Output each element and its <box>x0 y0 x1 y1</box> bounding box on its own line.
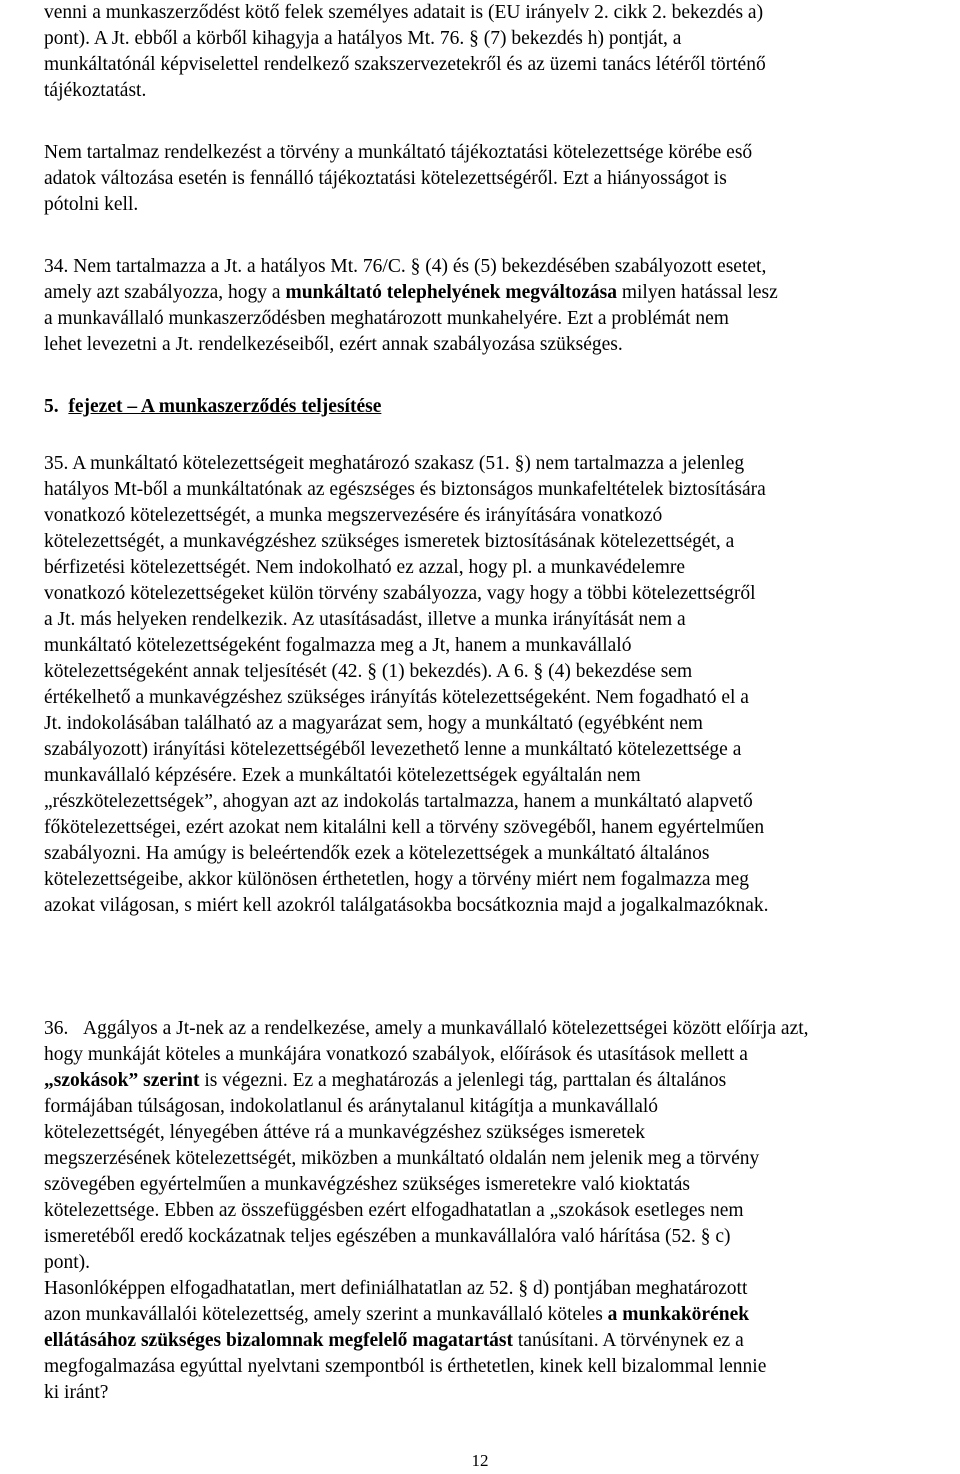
text-line: Hasonlóképpen elfogadhatatlan, mert definiálhatatlan az 52. § d) pontjában meghatározott <box>44 1278 748 1299</box>
text-line: adatok változása esetén is fennálló tájékoztatási kötelezettségéről. Ezt a hiányosságot is <box>44 168 727 189</box>
item-number: 34. <box>44 256 69 277</box>
item-36 <box>44 1016 960 1406</box>
text-span: tanúsítani. A törvénynek ez a <box>513 1330 744 1351</box>
text-line: kötelezettségét, a munkavégzéshez szükséges ismeretek biztosításának kötelezettségét, a <box>44 531 735 552</box>
text-line: kötelezettségeibe, akkor különösen érthetetlen, hogy a törvény miért nem fogalmazza meg <box>44 869 749 890</box>
text-line: „részkötelezettségek”, ahogyan azt az indokolás tartalmazza, hanem a munkáltató alapvető <box>44 791 753 812</box>
text-line: ismeretéből eredő kockázatnak teljes egészében a munkavállalóra való hárítása (52. § c) <box>44 1226 731 1247</box>
text-line: megfogalmazása egyúttal nyelvtani szempontból is érthetetlen, kinek kell bizalommal lennie <box>44 1356 767 1377</box>
text-line: azokat világosan, s miért kell azokról találgatásokba bocsátkoznia majd a jogalkalmazóknak. <box>44 895 769 916</box>
text-line: munkáltatónál képviselettel rendelkező szakszervezetekről és az üzemi tanács létéről történő <box>44 54 766 75</box>
chapter-heading <box>44 394 960 420</box>
chapter-title: fejezet – A munkaszerződés teljesítése <box>68 396 382 417</box>
text-line: hatályos Mt-ből a munkáltatónak az egészséges és biztonságos munkafeltételek biztosítására <box>44 479 766 500</box>
text-line <box>44 1302 960 1328</box>
missing-provision-paragraph <box>44 140 960 218</box>
text-line: kötelezettsége. Ebben az összefüggésben ezért elfogadhatatlan a „szokások esetleges nem <box>44 1200 744 1221</box>
text-span: azon munkavállalói kötelezettség, amely szerint a munkavállaló köteles <box>44 1304 608 1325</box>
intro-paragraph <box>44 0 960 104</box>
text-line: a Jt. más helyeken rendelkezik. Az utasításadást, illetve a munka irányítását nem a <box>44 609 686 630</box>
text-line: szabályozni. Ha amúgy is beleértendők ezek a kötelezettségek a munkáltató általános <box>44 843 710 864</box>
text-line: szövegében egyértelműen a munkavégzéshez szükséges ismeretekre való kioktatás <box>44 1174 690 1195</box>
text-line: a munkavállaló munkaszerződésben meghatározott munkahelyére. Ezt a problémát nem <box>44 308 729 329</box>
text-line: tájékoztatást. <box>44 80 147 101</box>
page-number: 12 <box>471 1451 489 1470</box>
text-span: is végezni. Ez a meghatározás a jelenlegi tág, parttalan és általános <box>199 1070 727 1091</box>
text-line: pont). <box>44 1252 91 1273</box>
emphasis: ellátásához szükséges bizalomnak megfelelő magatartást <box>44 1330 514 1351</box>
text-line: formájában túlságosan, indokolatlanul és aránytalanul kitágítja a munkavállaló <box>44 1096 659 1117</box>
emphasis: munkáltató telephelyének megváltozása <box>285 282 617 303</box>
text-line: értékelhető a munkavégzéshez szükséges irányítás kötelezettségeként. Nem fogadható el a <box>44 687 749 708</box>
item-text: Nem tartalmazza a Jt. a hatályos Mt. 76/C. § (4) és (5) bekezdésében szabályozott esetet, <box>73 256 767 277</box>
text-line: lehet levezetni a Jt. rendelkezéseiből, ezért annak szabályozása szükséges. <box>44 334 623 355</box>
text-line: megszerzésének kötelezettségét, miközben a munkáltató oldalán nem jelenik meg a törvény <box>44 1148 760 1169</box>
item-text: Aggályos a Jt-nek az a rendelkezése, amely a munkavállaló kötelezettségei között előírja azt, <box>83 1018 809 1039</box>
text-line <box>44 1068 960 1094</box>
emphasis: „szokások” szerint <box>44 1070 200 1091</box>
text-line: venni a munkaszerződést kötő felek személyes adatait is (EU irányelv 2. cikk 2. bekezdés a) <box>44 2 764 23</box>
text-line: Nem tartalmaz rendelkezést a törvény a munkáltató tájékoztatási kötelezettsége körébe eső <box>44 142 753 163</box>
text-line: vonatkozó kötelezettségeket külön törvény szabályozza, vagy hogy a többi kötelezettségről <box>44 583 756 604</box>
text-line: pont). A Jt. ebből a körből kihagyja a hatályos Mt. 76. § (7) bekezdés h) pontját, a <box>44 28 682 49</box>
chapter-number: 5. <box>44 396 59 417</box>
text-line: bérfizetési kötelezettségét. Nem indokolható ez azzal, hogy pl. a munkavédelemre <box>44 557 686 578</box>
text-line: kötelezettségeként annak teljesítését (42. § (1) bekezdés). A 6. § (4) bekezdése sem <box>44 661 693 682</box>
item-text: A munkáltató kötelezettségeit meghatározó szakasz (51. §) nem tartalmazza a jelenleg <box>72 453 745 474</box>
text-line: Jt. indokolásában található az a magyarázat sem, hogy a munkáltató (egyébként nem <box>44 713 703 734</box>
text-span: milyen hatással lesz <box>616 282 778 303</box>
text-line <box>44 451 960 477</box>
text-line: pótolni kell. <box>44 194 139 215</box>
item-number: 35. <box>44 453 69 474</box>
text-line: kötelezettségét, lényegében áttéve rá a munkavégzéshez szükséges ismeretek <box>44 1122 645 1143</box>
text-line <box>44 1016 960 1042</box>
item-34 <box>44 254 960 358</box>
text-line: szabályozott) irányítási kötelezettségéből levezethető lenne a munkáltató kötelezettsége a <box>44 739 742 760</box>
text-line <box>44 280 960 306</box>
text-line: munkavállaló képzésére. Ezek a munkáltatói kötelezettségek egyáltalán nem <box>44 765 641 786</box>
text-span: amely azt szabályozza, hogy a <box>44 282 286 303</box>
text-line <box>44 254 960 280</box>
item-35 <box>44 451 960 919</box>
text-line: munkáltató kötelezettségeként fogalmazza meg a Jt, hanem a munkavállaló <box>44 635 632 656</box>
item-number: 36. <box>44 1018 69 1039</box>
text-line: vonatkozó kötelezettségét, a munka megszervezésére és irányítására vonatkozó <box>44 505 663 526</box>
text-line: ki iránt? <box>44 1382 109 1403</box>
text-line: főkötelezettségei, ezért azokat nem kitalálni kell a törvény szövegéből, hanem egyértelműen <box>44 817 765 838</box>
emphasis: a munkakörének <box>607 1304 750 1325</box>
text-line: hogy munkáját köteles a munkájára vonatkozó szabályok, előírások és utasítások mellett a <box>44 1044 748 1065</box>
text-line <box>44 1328 960 1354</box>
